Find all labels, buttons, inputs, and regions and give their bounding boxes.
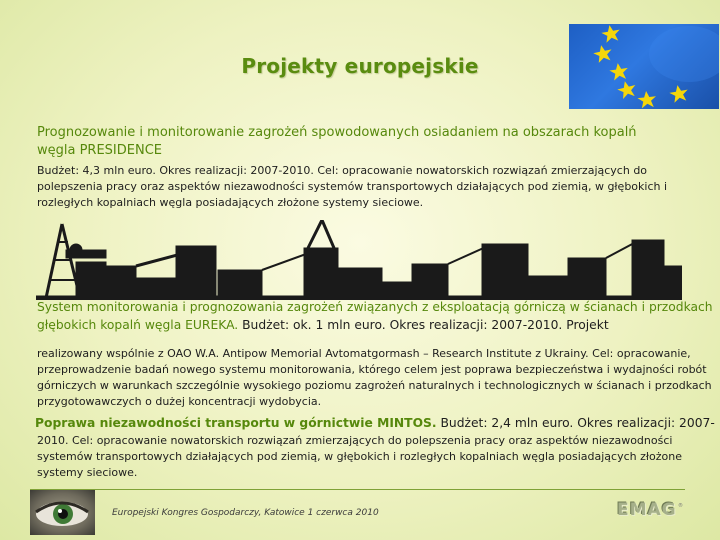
page-title: Projekty europejskie <box>241 54 479 78</box>
footer-divider <box>30 489 685 490</box>
project-eureka-heading: System monitorowania i prognozowania zagrożeń związanych z eksploatacją górniczą w ścianach i przodkach głębokich kopalń węgla EUREKA. <box>37 300 713 332</box>
registered-mark: ® <box>678 503 683 509</box>
footer-caption: Europejski Kongres Gospodarczy, Katowice 1 czerwca 2010 <box>112 508 379 518</box>
project-eureka-body: realizowany wspólnie z OAO W.A. Antipow Memorial Avtomatgormash – Research Institute z Ukrainy. Cel: opracowanie, przeprowadzenie badań nowego systemu monitorowania, którego celem jest poprawa bezpieczeństwa i wydajności robót górniczych w warunkach szczególnie wysokiego poziomu zagrożeń naturalnych i technologicznych w ścianach i przodkach przygotowawczych o dużej koncentracji wydobycia. <box>37 347 712 408</box>
project-eureka <box>37 298 717 334</box>
mining-silhouette-icon <box>36 220 682 300</box>
emag-logo: EMAG <box>617 500 677 520</box>
project-presidence-heading: Prognozowanie i monitorowanie zagrożeń spowodowanych osiadaniem na obszarach kopalń węgla PRESIDENCE <box>37 125 637 158</box>
project-mintos <box>35 414 715 432</box>
eye-photo-icon <box>30 490 95 535</box>
project-mintos-heading: Poprawa niezawodności transportu w górnictwie MINTOS. <box>35 416 437 430</box>
project-mintos-body: 2010. Cel: opracowanie nowatorskich rozwiązań zmierzających do polepszenia pracy oraz aspektów niezawodności systemów transportowych działających pod ziemią, w głębokich i rozległych kopalniach węgla posiadających złożone systemy sieciowe. <box>37 434 682 479</box>
project-mintos-lead: Budżet: 2,4 mln euro. Okres realizacji: 2007- <box>436 416 715 430</box>
project-eureka-lead: Budżet: ok. 1 mln euro. Okres realizacji: 2007-2010. Projekt <box>238 318 609 332</box>
project-presidence-body: Budżet: 4,3 mln euro. Okres realizacji: 2007-2010. Cel: opracowanie nowatorskich rozwiązań zmierzających do polepszenia pracy oraz aspektów niezawodności systemów transportowych działających pod ziemią, w głębokich i rozległych kopalniach węgla posiadających złożone systemy sieciowe. <box>37 164 668 209</box>
